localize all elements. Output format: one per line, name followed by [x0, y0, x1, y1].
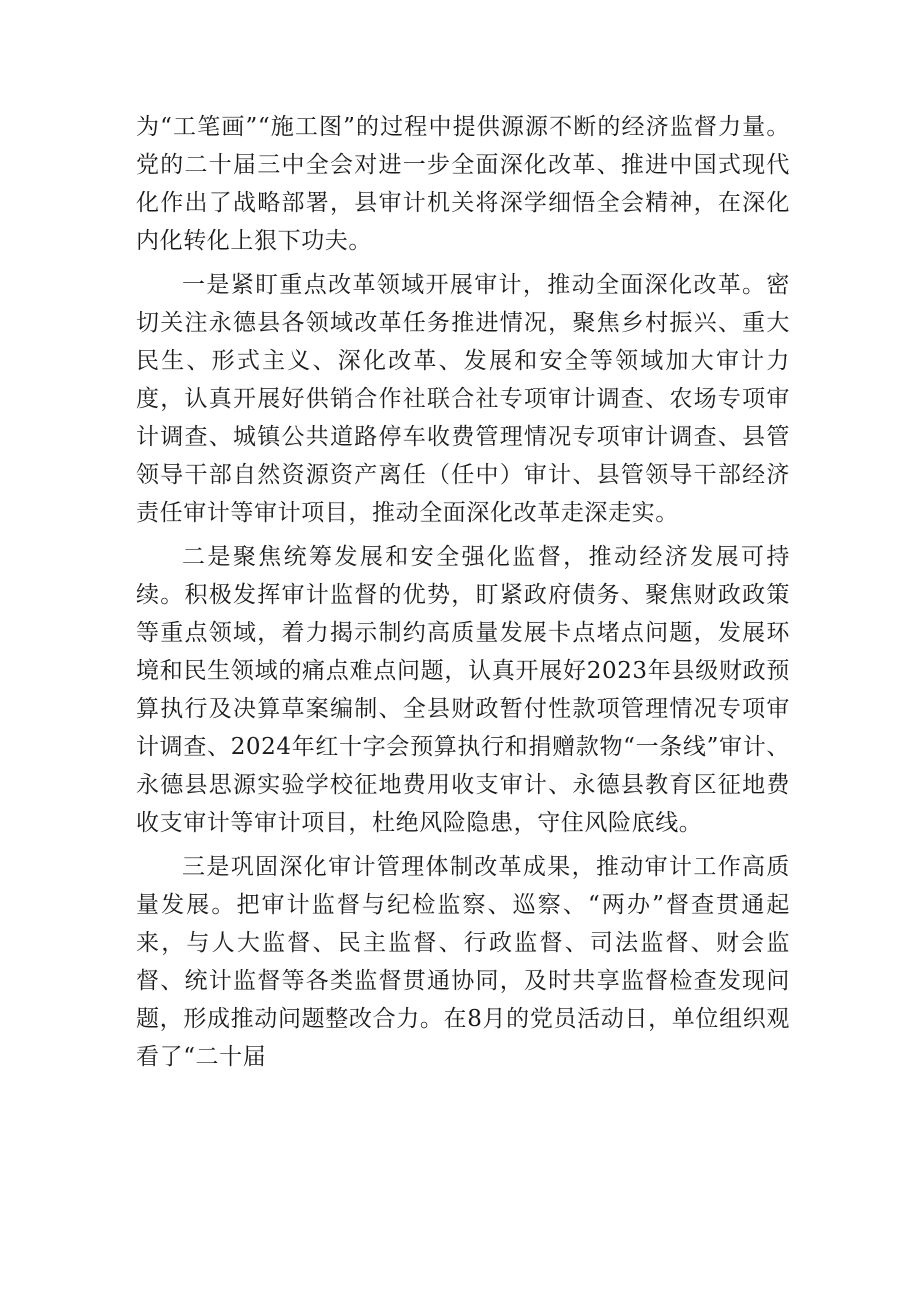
- paragraph-point-two: 二是聚焦统筹发展和安全强化监督，推动经济发展可持续。积极发挥审计监督的优势，盯紧政府债务、聚焦财政政策等重点领域，着力揭示制约高质量发展卡点堵点问题，发展环境和民生领域的痛点难点问题，认真开展好2023年县级财政预算执行及决算草案编制、全县财政暂付性款项管理情况专项审计调查、2024年红十字会预算执行和捐赠款物“一条线”审计、永德县思源实验学校征地费用收支审计、永德县教育区征地费收支审计等审计项目，杜绝风险隐患，守住风险底线。: [136, 544, 790, 836]
- paragraph-point-three: 三是巩固深化审计管理体制改革成果，推动审计工作高质量发展。把审计监督与纪检监察、巡察、“两办”督查贯通起来，与人大监督、民主监督、行政监督、司法监督、财会监督、统计监督等各类监督贯通协同，及时共享监督检查发现问题，形成推动问题整改合力。在8月的党员活动日，单位组织观看了“二十届: [136, 854, 790, 1070]
- paragraph-point-one: 一是紧盯重点改革领域开展审计，推动全面深化改革。密切关注永德县各领域改革任务推进情况，聚焦乡村振兴、重大民生、形式主义、深化改革、发展和安全等领域加大审计力度，认真开展好供销合作社联合社专项审计调查、农场专项审计调查、城镇公共道路停车收费管理情况专项审计调查、县管领导干部自然资源资产离任（任中）审计、县管领导干部经济责任审计等审计项目，推动全面深化改革走深走实。: [136, 272, 790, 526]
- paragraph-intro: 为“工笔画”“施工图”的过程中提供源源不断的经济监督力量。党的二十届三中全会对进一步全面深化改革、推进中国式现代化作出了战略部署，县审计机关将深学细悟全会精神，在深化内化转化上狠下功夫。: [136, 114, 790, 254]
